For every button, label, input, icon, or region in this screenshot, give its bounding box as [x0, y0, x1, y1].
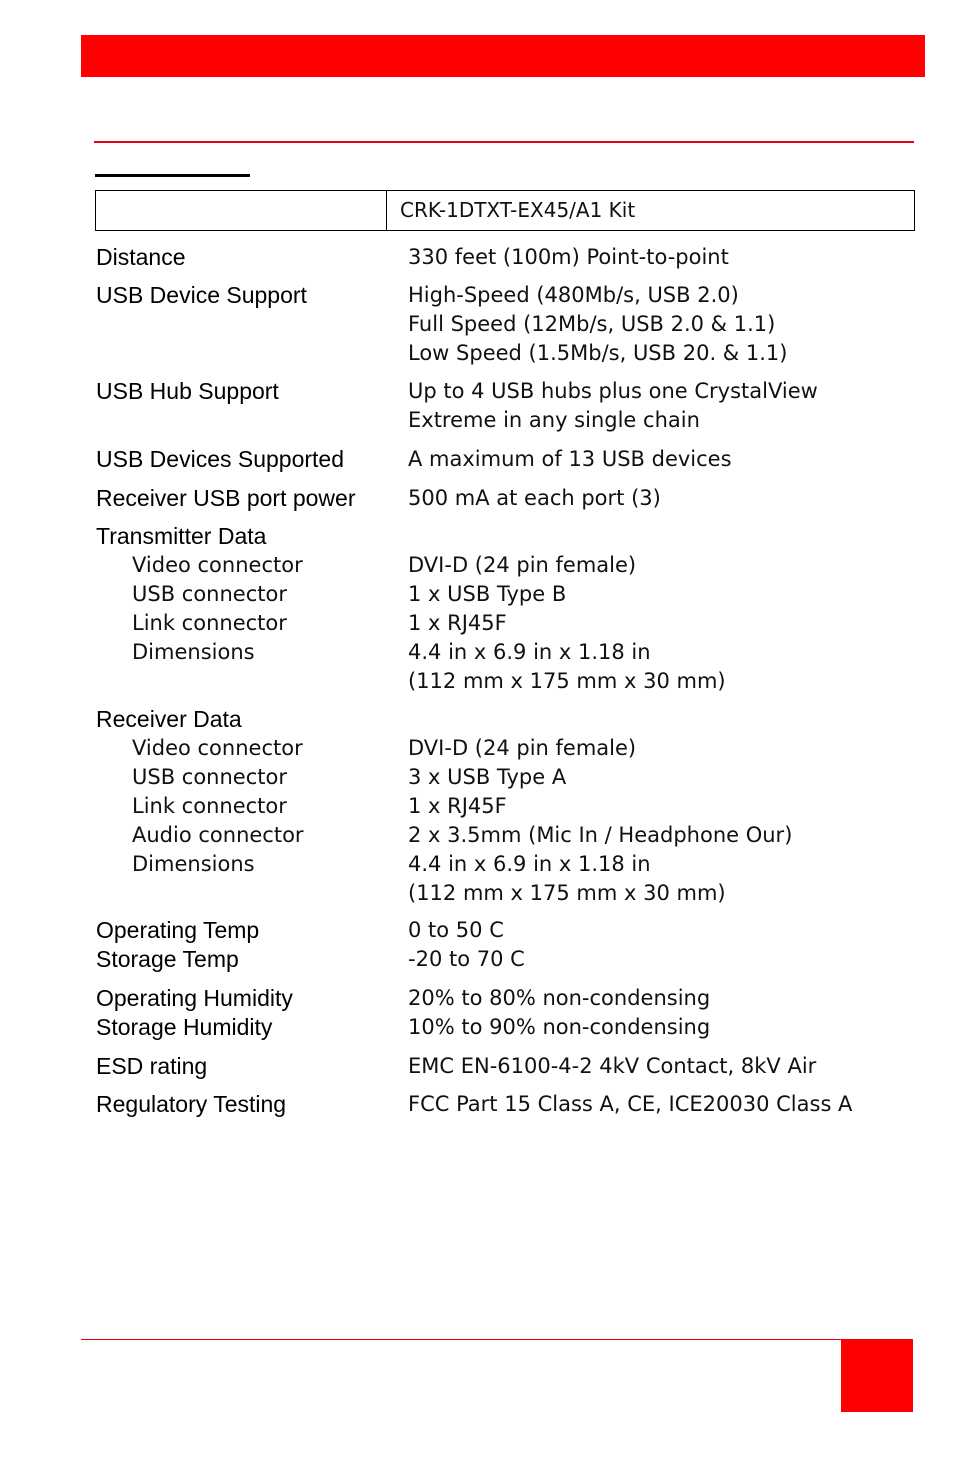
spec-label: ESD rating [96, 1053, 208, 1079]
spec-usb-device-support [96, 281, 914, 368]
spec-label: Regulatory Testing [96, 1091, 287, 1117]
spec-sub-label: Dimensions [132, 640, 255, 664]
spec-sub-label: Dimensions [132, 852, 255, 876]
spec-value: 330 feet (100m) Point-to-point [408, 245, 729, 269]
spec-label: USB Devices Supported [96, 446, 345, 472]
spec-value: Low Speed (1.5Mb/s, USB 20. & 1.1) [408, 341, 788, 365]
spec-label: Storage Humidity [96, 1014, 273, 1040]
title-rule [94, 141, 914, 143]
spec-value: 1 x RJ45F [408, 794, 507, 818]
spec-temperatures [96, 916, 914, 974]
spec-value: 20% to 80% non-condensing [408, 986, 711, 1010]
spec-sub-label: Video connector [132, 736, 303, 760]
spec-value: DVI-D (24 pin female) [408, 553, 637, 577]
spec-value: (112 mm x 175 mm x 30 mm) [408, 669, 726, 693]
spec-label: USB Hub Support [96, 378, 279, 404]
spec-humidity [96, 984, 914, 1042]
page-number-tab [841, 1340, 913, 1412]
spec-sub-label: Link connector [132, 794, 287, 818]
spec-sub-label: Link connector [132, 611, 287, 635]
spec-value: 500 mA at each port (3) [408, 486, 661, 510]
spec-label: Operating Temp [96, 917, 260, 943]
spec-value-list [408, 377, 914, 435]
spec-value: 2 x 3.5mm (Mic In / Headphone Our) [408, 823, 793, 847]
spec-value: Up to 4 USB hubs plus one CrystalView [408, 379, 818, 403]
spec-value: 0 to 50 C [408, 918, 504, 942]
model-name-cell: CRK-1DTXT-EX45/A1 Kit [400, 198, 636, 222]
spec-sub-label: USB connector [132, 582, 287, 606]
spec-value: FCC Part 15 Class A, CE, ICE20030 Class A [408, 1092, 853, 1116]
spec-value: DVI-D (24 pin female) [408, 736, 637, 760]
spec-label: Receiver USB port power [96, 485, 356, 511]
spec-value-list [408, 281, 914, 368]
spec-usb-hub-support [96, 377, 914, 435]
spec-value: 4.4 in x 6.9 in x 1.18 in [408, 640, 651, 664]
header-red-bar [81, 35, 925, 77]
spec-value: 1 x USB Type B [408, 582, 567, 606]
footer-rule [81, 1339, 913, 1340]
spec-label: USB Device Support [96, 282, 307, 308]
spec-value: 1 x RJ45F [408, 611, 507, 635]
header-table-empty-cell [96, 191, 387, 230]
spec-value: (112 mm x 175 mm x 30 mm) [408, 881, 726, 905]
spec-value: High-Speed (480Mb/s, USB 2.0) [408, 283, 739, 307]
spec-value: EMC EN-6100-4-2 4kV Contact, 8kV Air [408, 1054, 817, 1078]
section-heading-underline [95, 174, 250, 177]
spec-sub-label: USB connector [132, 765, 287, 789]
spec-value: Full Speed (12Mb/s, USB 2.0 & 1.1) [408, 312, 776, 336]
spec-sub-label: Video connector [132, 553, 303, 577]
spec-regulatory-testing [96, 1090, 914, 1119]
spec-label: Operating Humidity [96, 985, 293, 1011]
spec-value-list [408, 850, 914, 908]
spec-esd-rating [96, 1052, 914, 1081]
spec-group-label: Receiver Data [96, 706, 242, 732]
spec-value: 10% to 90% non-condensing [408, 1015, 711, 1039]
spec-value: 3 x USB Type A [408, 765, 567, 789]
spec-label: Distance [96, 244, 186, 270]
spec-group-label: Transmitter Data [96, 523, 267, 549]
spec-value: 4.4 in x 6.9 in x 1.18 in [408, 852, 651, 876]
spec-usb-devices-supported [96, 445, 914, 474]
spec-distance [96, 243, 914, 272]
spec-value: Extreme in any single chain [408, 408, 700, 432]
spec-transmitter-data [96, 522, 914, 696]
spec-value-list [408, 638, 914, 696]
spec-receiver-data [96, 705, 914, 908]
model-header-table [95, 190, 915, 231]
spec-value: A maximum of 13 USB devices [408, 447, 732, 471]
spec-sub-label: Audio connector [132, 823, 304, 847]
spec-value: -20 to 70 C [408, 947, 525, 971]
spec-label: Storage Temp [96, 946, 239, 972]
spec-receiver-usb-port-power [96, 484, 914, 513]
